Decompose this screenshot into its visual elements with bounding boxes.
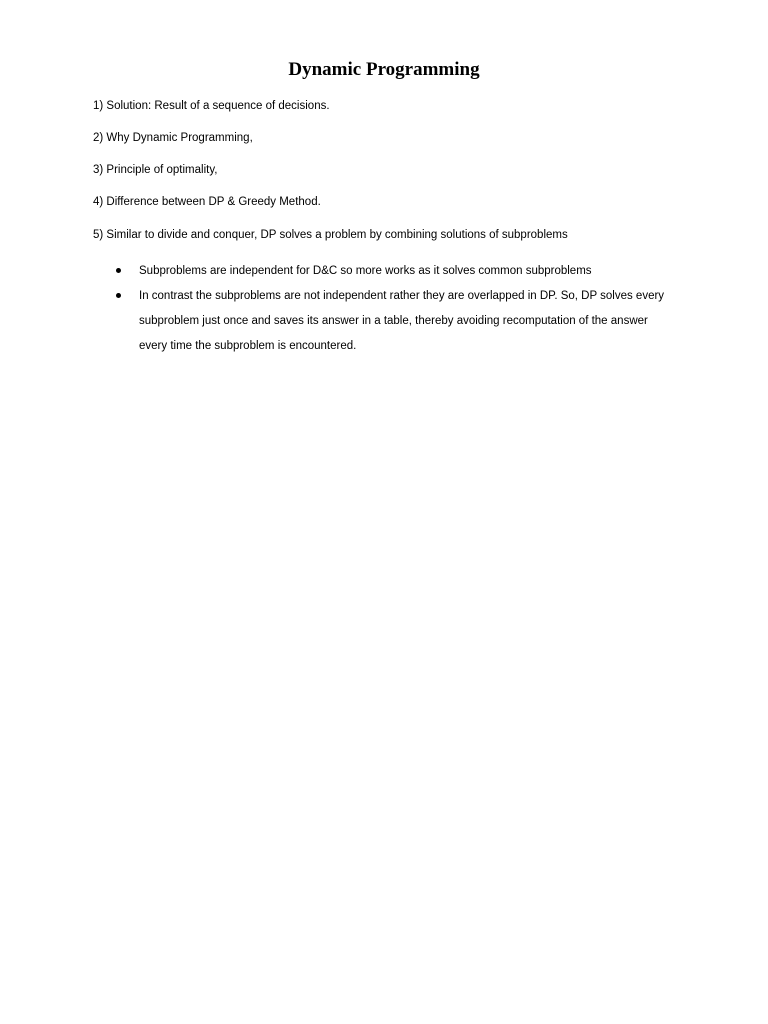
bullet-text: In contrast the subproblems are not independent rather they are overlapped in DP. So, DP solves every subproblem just once and saves its answer in a table, thereby avoiding recomputation of the answer every time the subproblem is encountered. xyxy=(139,290,665,352)
bullet-item-2 xyxy=(116,284,676,359)
list-item-2: 2) Why Dynamic Programming, xyxy=(93,132,253,144)
bullet-dot-icon xyxy=(116,293,121,298)
list-item-3: 3) Principle of optimality, xyxy=(93,164,218,176)
list-item-4: 4) Difference between DP & Greedy Method. xyxy=(93,196,321,208)
bullet-text: Subproblems are independent for D&C so more works as it solves common subproblems xyxy=(139,265,592,277)
bullet-dot-icon xyxy=(116,268,121,273)
list-item-1: 1) Solution: Result of a sequence of decisions. xyxy=(93,100,330,112)
document-title: Dynamic Programming xyxy=(288,59,480,80)
list-item-5: 5) Similar to divide and conquer, DP solves a problem by combining solutions of subproblems xyxy=(93,229,568,241)
bullet-list xyxy=(116,259,676,359)
bullet-item-1 xyxy=(116,259,676,284)
